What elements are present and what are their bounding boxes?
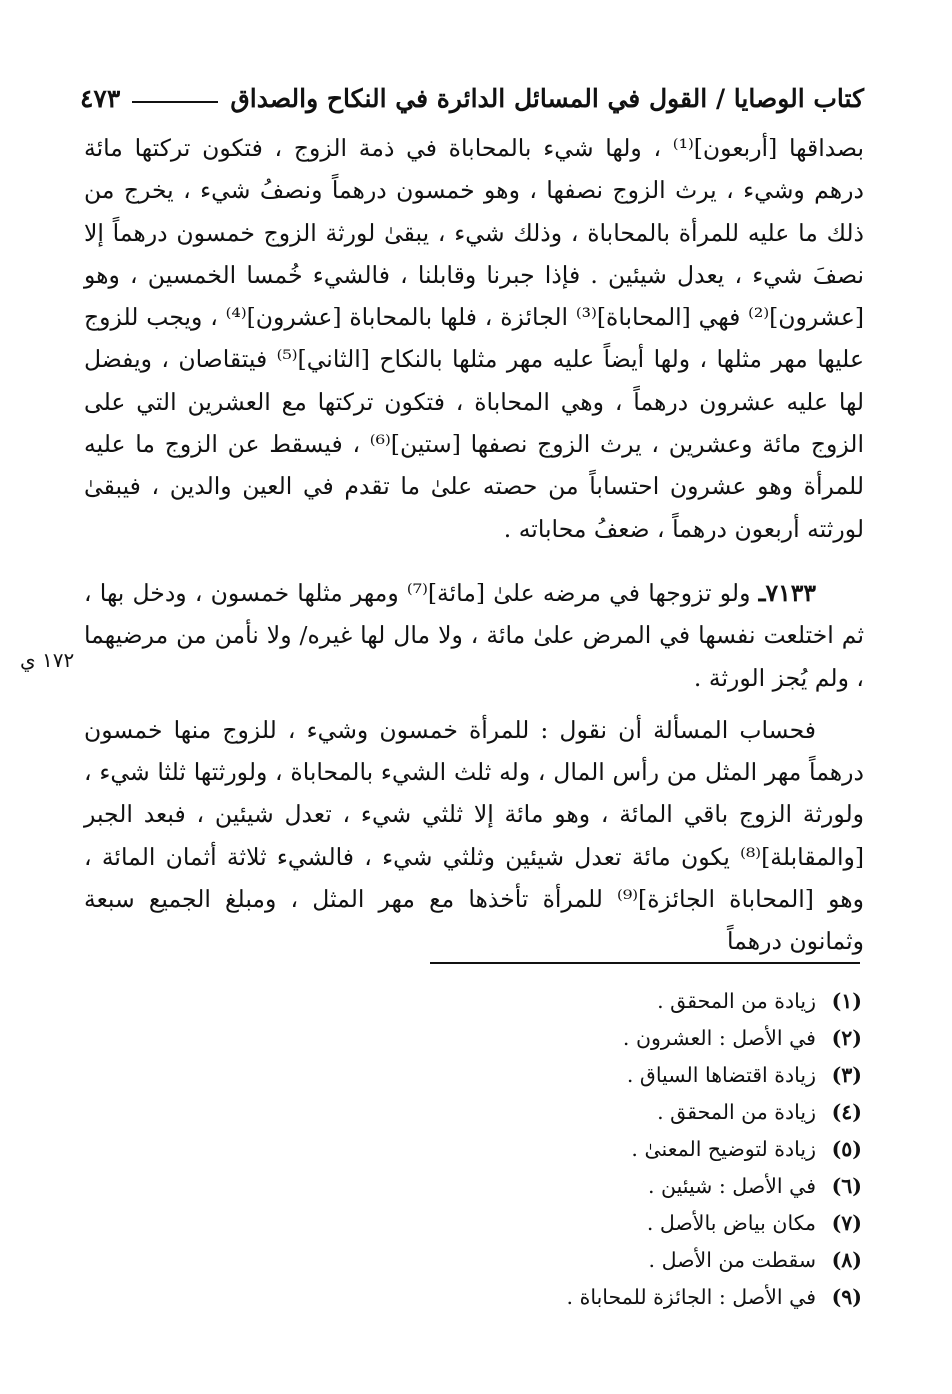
paragraph-continuation: بصداقها [أربعون]⁽¹⁾ ، ولها شيء بالمحاباة في ذمة الزوج ، فتكون تركتها مائة درهم وشيء ، يرث الزوج نصفها ، وهو خمسون درهماً ونصفُ شيء ، يخرج من ذلك ما عليه للمرأة بالمحاباة ، وذلك شيء ، يبقىٰ لورثة الزوج خمسون درهماً إلا نصفَ شيء ، يعدل شيئين . فإذا جبرنا وقابلنا ، فالشيء خُمسا الخمسين ، وهو [عشرون]⁽²⁾ فهي [المحاباة]⁽³⁾ الجائزة ، فلها بالمحاباة [عشرون]⁽⁴⁾ ، ويجب للزوج عليها مهر مثلها ، ولها أيضاً عليه مهر مثلها بالنكاح [الثاني]⁽⁵⁾ فيتقاصان ، ويفضل لها عليه عشرون درهماً ، وهي المحاباة ، فتكون تركتها مع العشرين التي على الزوج مائة وعشرين ، يرث الزوج نصفها [ستين]⁽⁶⁾ ، فيسقط عن الزوج ما عليه للمرأة وهو عشرون احتساباً من حصته علىٰ ما تقدم في العين والدين ، فيبقىٰ لورثته أربعون درهماً ، ضعفُ محاباته . bbox=[84, 134, 865, 543]
footnote-number: (٣) bbox=[831, 1062, 862, 1087]
footnote-text: زيادة من المحقق . bbox=[657, 988, 816, 1013]
footnote-text: في الأصل : شيئين . bbox=[647, 1173, 816, 1198]
footnote-number: (٦) bbox=[831, 1173, 862, 1198]
footnote-text: سقطت من الأصل . bbox=[648, 1247, 816, 1272]
footnote-item bbox=[300, 1204, 862, 1241]
footnote-item bbox=[300, 982, 862, 1019]
footnote-number: (١) bbox=[831, 988, 862, 1013]
main-text bbox=[84, 127, 864, 963]
footnote-text: في الأصل : العشرون . bbox=[622, 1025, 816, 1050]
manuscript-folio-note: ١٧٢ ي bbox=[20, 648, 75, 672]
footnote-text: زيادة من المحقق . bbox=[657, 1099, 816, 1124]
running-title: كتاب الوصايا / القول في المسائل الدائرة في النكاح والصداق bbox=[230, 83, 864, 113]
header-rule bbox=[132, 101, 218, 103]
footnote-item bbox=[300, 1019, 862, 1056]
page-number: ٤٧٣ bbox=[80, 83, 121, 113]
footnote-number: (٧) bbox=[831, 1210, 862, 1235]
footnote-item bbox=[300, 1130, 862, 1167]
issue-number: ٧١٣٣ـ bbox=[758, 578, 817, 607]
footnote-text: مكان بياض بالأصل . bbox=[646, 1210, 816, 1235]
footnote-separator bbox=[430, 962, 860, 964]
footnote-item bbox=[300, 1278, 862, 1315]
footnote-number: (٤) bbox=[831, 1099, 862, 1124]
footnote-text: زيادة اقتضاها السياق . bbox=[626, 1062, 816, 1087]
footnote-number: (٥) bbox=[831, 1136, 862, 1161]
footnote-item bbox=[300, 1241, 862, 1278]
footnote-text: زيادة لتوضيح المعنىٰ . bbox=[631, 1136, 816, 1161]
footnote-item bbox=[300, 1167, 862, 1204]
footnote-number: (٢) bbox=[831, 1025, 862, 1050]
footnote-number: (٩) bbox=[831, 1284, 862, 1309]
footnote-number: (٨) bbox=[831, 1247, 862, 1272]
page-header bbox=[80, 78, 864, 118]
footnote-item bbox=[300, 1093, 862, 1130]
footnotes-list bbox=[300, 982, 862, 1315]
footnote-item bbox=[300, 1056, 862, 1093]
issue-text: ولو تزوجها في مرضه علىٰ [مائة]⁽⁷⁾ ومهر مثلها خمسون ، ودخل بها ، ثم اختلعت نفسها في المرض علىٰ مائة ، ولا مال لها غيره/ ولا نأمن من مرضيهما ، ولم يُجز الورثة . bbox=[84, 578, 864, 692]
paragraph-issue-7133 bbox=[84, 572, 864, 699]
paragraph-calculation: فحساب المسألة أن نقول : للمرأة خمسون وشيء ، للزوج منها خمسون درهماً مهر المثل من رأس المال ، وله ثلث الشيء بالمحاباة ، ولورثتها ثلثا شيء ، ولورثة الزوج باقي المائة ، وهو مائة إلا ثلثي شيء ، تعدل شيئين ، فبعد الجبر [والمقابلة]⁽⁸⁾ يكون مائة تعدل شيئين وثلثي شيء ، فالشيء ثلاثة أثمان المائة ، وهو [المحاباة الجائزة]⁽⁹⁾ للمرأة تأخذها مع مهر المثل ، ومبلغ الجميع سبعة وثمانون درهماً bbox=[84, 715, 864, 956]
footnote-text: في الأصل : الجائزة للمحاباة . bbox=[566, 1284, 816, 1309]
